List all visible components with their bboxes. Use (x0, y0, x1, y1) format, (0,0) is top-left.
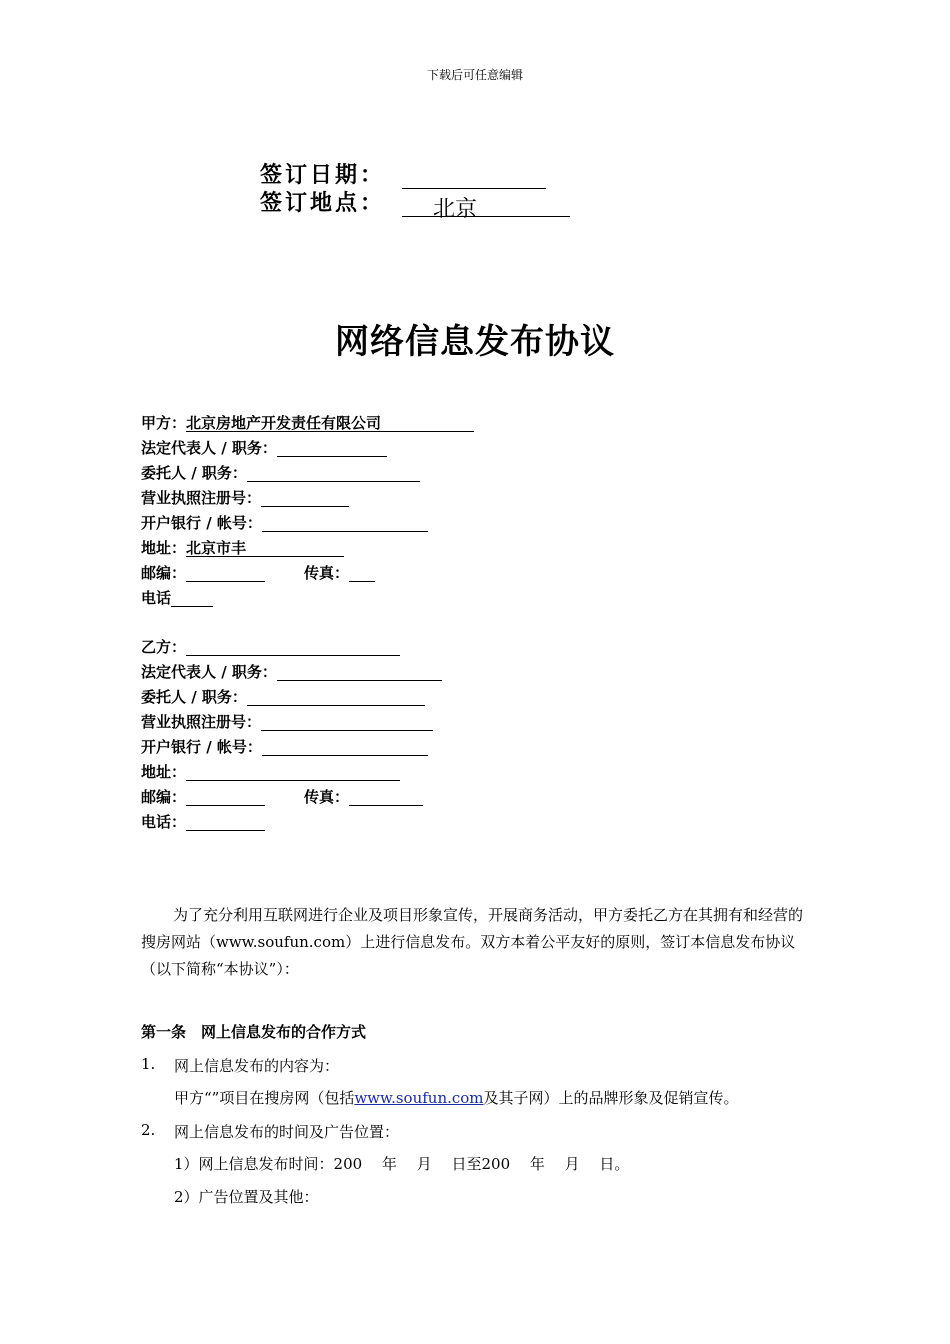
party-a-bank-label: 开户银行 / 帐号： (141, 514, 262, 532)
party-b-name-row (141, 638, 400, 656)
party-b-agent-label: 委托人 / 职务： (141, 688, 247, 706)
party-a-agent-label: 委托人 / 职务： (141, 464, 247, 482)
party-a-fax-field[interactable] (349, 564, 375, 582)
party-a-tel-label: 电话 (141, 589, 172, 607)
party-a-rep-label: 法定代表人 / 职务： (141, 439, 277, 457)
header-note: 下载后可任意编辑 (426, 68, 523, 82)
party-a-rep-field[interactable] (277, 439, 387, 457)
article1-item1-detail (174, 1087, 739, 1108)
party-a-zip-label: 邮编： (141, 564, 187, 582)
party-b-tel-field[interactable] (186, 813, 265, 831)
party-b-name-label: 乙方： (141, 638, 187, 656)
party-b-addr-label: 地址： (141, 763, 187, 781)
article1-item1-num: 1. (141, 1055, 156, 1073)
party-b-license-field[interactable] (261, 713, 433, 731)
party-a-rep-row (141, 439, 387, 457)
party-b-fax-label: 传真： (304, 788, 350, 806)
party-b-bank-row (141, 738, 428, 756)
party-b-zip-row (141, 788, 265, 806)
party-a-name-label: 甲方： (141, 414, 187, 432)
party-a-fax-label: 传真： (304, 564, 350, 582)
party-a-tel-field[interactable] (171, 589, 213, 607)
party-b-addr-field[interactable] (186, 763, 400, 781)
party-a-tel-row (141, 589, 213, 607)
party-a-bank-field[interactable] (262, 514, 428, 532)
party-b-rep-row (141, 663, 442, 681)
party-a-addr-row (141, 539, 344, 557)
sign-date-row (260, 158, 546, 189)
party-b-agent-field[interactable] (247, 688, 425, 706)
party-a-agent-row (141, 464, 420, 482)
sign-place-row (260, 186, 570, 222)
party-a-zip-row (141, 564, 265, 582)
soufun-link[interactable]: www.soufun.com (354, 1089, 484, 1107)
intro-paragraph (141, 902, 816, 983)
party-a-addr-field[interactable] (186, 539, 344, 557)
party-a-zip-field[interactable] (186, 564, 265, 582)
party-b-license-row (141, 713, 433, 731)
party-b-tel-row (141, 813, 265, 831)
party-b-name-field[interactable] (186, 638, 400, 656)
party-a-name-field[interactable] (186, 414, 474, 432)
party-a-name-row (141, 414, 474, 432)
party-b-rep-label: 法定代表人 / 职务： (141, 663, 277, 681)
party-a-license-label: 营业执照注册号： (141, 489, 262, 507)
party-b-addr-row (141, 763, 400, 781)
party-b-agent-row (141, 688, 425, 706)
party-b-zip-label: 邮编： (141, 788, 187, 806)
article1-item1: 网上信息发布的内容为： (174, 1057, 340, 1075)
sign-place-field[interactable] (402, 192, 570, 222)
document-title: 网络信息发布协议 (335, 322, 615, 362)
party-a-agent-field[interactable] (247, 464, 420, 482)
party-a-license-field[interactable] (261, 489, 349, 507)
article1-title: 第一条 网上信息发布的合作方式 (141, 1023, 367, 1041)
article1-item2: 网上信息发布的时间及广告位置： (174, 1123, 400, 1141)
intro-text: 为了充分利用互联网进行企业及项目形象宣传，开展商务活动，甲方委托乙方在其拥有和经营的搜房网站（www.soufun.com）上进行信息发布。双方本着公平友好的原则，签订本信息发布协议（以下简称“本协议”）： (141, 906, 804, 978)
party-a-license-row (141, 489, 349, 507)
article1-sub2: 2）广告位置及其他： (174, 1188, 319, 1206)
party-b-fax-field[interactable] (349, 788, 423, 806)
party-b-license-label: 营业执照注册号： (141, 713, 262, 731)
sign-place-value: 北京 (433, 197, 478, 222)
party-b-tel-label: 电话： (141, 813, 187, 831)
party-a-bank-row (141, 514, 428, 532)
party-a-name-value: 北京房地产开发责任有限公司 (186, 414, 382, 432)
sign-place-label: 签订地点： (260, 190, 386, 216)
party-b-rep-field[interactable] (277, 663, 442, 681)
party-b-bank-label: 开户银行 / 帐号： (141, 738, 262, 756)
sign-date-label: 签订日期： (260, 162, 386, 188)
article1-item2-num: 2. (141, 1121, 156, 1139)
party-b-bank-field[interactable] (262, 738, 428, 756)
party-a-addr-label: 地址： (141, 539, 187, 557)
party-b-fax-row (304, 788, 423, 806)
party-b-zip-field[interactable] (186, 788, 265, 806)
party-a-addr-value: 北京市丰 (186, 539, 247, 557)
article1-item1-detail-pre: 甲方“”项目在搜房网（包括 (174, 1089, 355, 1107)
article1-item1-detail-post: 及其子网）上的品牌形象及促销宣传。 (483, 1089, 739, 1107)
article1-sub1: 1）网上信息发布时间：200 年 月 日至200 年 月 日。 (174, 1155, 630, 1173)
party-a-fax-row (304, 564, 375, 582)
